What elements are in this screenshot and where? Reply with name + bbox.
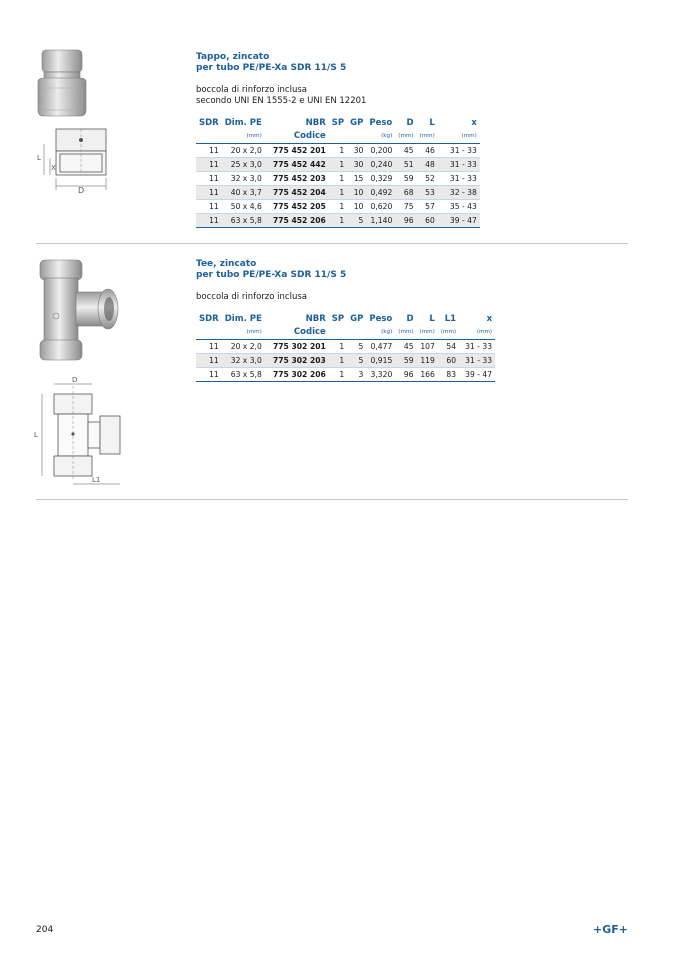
cell: 1 bbox=[329, 186, 347, 200]
header-nbr bbox=[265, 118, 329, 129]
cell: 1,140 bbox=[366, 214, 395, 228]
unit-cell: (mm) bbox=[459, 325, 495, 340]
unit-cell: (mm) bbox=[222, 129, 265, 144]
cell: 5 bbox=[347, 340, 366, 354]
header-gp: GP bbox=[350, 118, 364, 128]
cell: 107 bbox=[417, 340, 438, 354]
cell: 48 bbox=[417, 158, 438, 172]
cell: 0,329 bbox=[366, 172, 395, 186]
cap-technical-drawing bbox=[34, 126, 114, 202]
cell: 32 x 3,0 bbox=[222, 172, 265, 186]
product-cap-section bbox=[196, 52, 480, 228]
header-x: x bbox=[471, 118, 477, 128]
cell: 166 bbox=[417, 368, 438, 382]
cell: 11 bbox=[196, 172, 222, 186]
table-row bbox=[196, 200, 480, 214]
cell: 83 bbox=[438, 368, 459, 382]
unit-cell: (mm) bbox=[438, 325, 459, 340]
header-codice-label: Codice bbox=[293, 130, 326, 141]
table-row bbox=[196, 354, 495, 368]
header-codice-label: Codice bbox=[293, 326, 326, 337]
table-row bbox=[196, 340, 495, 354]
header-x: x bbox=[486, 314, 493, 324]
cell: 63 x 5,8 bbox=[222, 214, 265, 228]
cell: 11 bbox=[196, 354, 222, 368]
header-sp: SP bbox=[331, 118, 345, 128]
cell: 20 x 2,0 bbox=[222, 144, 265, 158]
header-dim-pe: Dim. PE bbox=[224, 118, 262, 128]
gf-logo: +GF+ bbox=[593, 923, 628, 936]
cell: 1 bbox=[329, 214, 347, 228]
product-title-line2: per tubo PE/PE-Xa SDR 11/S 5 bbox=[196, 270, 347, 280]
product-cap-table bbox=[196, 118, 480, 228]
section-divider bbox=[36, 243, 628, 244]
table-row bbox=[196, 186, 480, 200]
cell: 53 bbox=[417, 186, 438, 200]
cell: 0,915 bbox=[366, 354, 395, 368]
cell: 39 - 47 bbox=[438, 214, 480, 228]
cell: 60 bbox=[417, 214, 438, 228]
cell: 96 bbox=[395, 214, 416, 228]
tee-drawing-label-d: D bbox=[72, 376, 78, 384]
header-sdr: SDR bbox=[199, 118, 219, 128]
cell: 3 bbox=[347, 368, 366, 382]
page-number: 204 bbox=[36, 925, 54, 935]
cell: 11 bbox=[196, 144, 222, 158]
cell: 11 bbox=[196, 200, 222, 214]
cell: 0,200 bbox=[366, 144, 395, 158]
cell: 32 - 38 bbox=[438, 186, 480, 200]
cell: 10 bbox=[347, 200, 366, 214]
unit-cell: (mm) bbox=[438, 129, 480, 144]
cell-code: 775 452 201 bbox=[265, 144, 329, 158]
cell: 31 - 33 bbox=[438, 158, 480, 172]
cell: 68 bbox=[395, 186, 416, 200]
cell: 31 - 33 bbox=[438, 144, 480, 158]
drawing-label-x: X bbox=[51, 164, 56, 172]
product-description bbox=[196, 292, 495, 303]
cell: 1 bbox=[329, 158, 347, 172]
cell: 0,477 bbox=[366, 340, 395, 354]
cell: 30 bbox=[347, 158, 366, 172]
cell: 11 bbox=[196, 368, 222, 382]
tee-drawing-label-l1: L1 bbox=[92, 476, 101, 484]
drawing-label-d: D bbox=[78, 186, 85, 195]
cell: 31 - 33 bbox=[438, 172, 480, 186]
cell: 57 bbox=[417, 200, 438, 214]
cell: 11 bbox=[196, 214, 222, 228]
cell: 59 bbox=[395, 354, 416, 368]
cell: 11 bbox=[196, 186, 222, 200]
product-tee-table bbox=[196, 314, 495, 382]
cell: 1 bbox=[329, 200, 347, 214]
unit-cell: (kg) bbox=[366, 325, 395, 340]
cell: 1 bbox=[329, 172, 347, 186]
cell-code: 775 452 205 bbox=[265, 200, 329, 214]
cell: 1 bbox=[329, 340, 347, 354]
cell: 40 x 3,7 bbox=[222, 186, 265, 200]
header-peso: Peso bbox=[369, 314, 393, 324]
unit-cell: (mm) bbox=[395, 325, 416, 340]
header-nbr-label: NBR bbox=[305, 118, 326, 128]
table-row bbox=[196, 368, 495, 382]
cell: 32 x 3,0 bbox=[222, 354, 265, 368]
table-row bbox=[196, 214, 480, 228]
product-desc-line2: secondo UNI EN 1555-2 e UNI EN 12201 bbox=[196, 96, 367, 106]
cell: 31 - 33 bbox=[459, 340, 495, 354]
header-nbr-label: NBR bbox=[305, 314, 326, 324]
cell: 15 bbox=[347, 172, 366, 186]
cell: 63 x 5,8 bbox=[222, 368, 265, 382]
product-desc-line1: boccola di rinforzo inclusa bbox=[196, 85, 307, 95]
unit-cell bbox=[347, 325, 366, 340]
cell-code: 775 452 204 bbox=[265, 186, 329, 200]
unit-cell bbox=[196, 325, 222, 340]
unit-cell-codice bbox=[265, 129, 329, 144]
unit-cell bbox=[329, 325, 347, 340]
header-dim-pe: Dim. PE bbox=[224, 314, 262, 324]
cell: 96 bbox=[395, 368, 416, 382]
cell: 45 bbox=[395, 340, 416, 354]
product-title-line2: per tubo PE/PE-Xa SDR 11/S 5 bbox=[196, 63, 347, 73]
cell: 35 - 43 bbox=[438, 200, 480, 214]
header-l1: L1 bbox=[444, 314, 457, 324]
cell-code: 775 452 206 bbox=[265, 214, 329, 228]
cell: 5 bbox=[347, 214, 366, 228]
cell: 51 bbox=[395, 158, 416, 172]
cell: 30 bbox=[347, 144, 366, 158]
header-nbr bbox=[265, 314, 329, 325]
product-title-line1: Tappo, zincato bbox=[196, 52, 270, 62]
cell: 1 bbox=[329, 354, 347, 368]
cell: 11 bbox=[196, 158, 222, 172]
tee-technical-drawing bbox=[34, 376, 134, 490]
unit-cell: (mm) bbox=[222, 325, 265, 340]
cell: 0,240 bbox=[366, 158, 395, 172]
cell: 11 bbox=[196, 340, 222, 354]
tee-drawing-label-l: L bbox=[34, 431, 38, 439]
cell: 25 x 3,0 bbox=[222, 158, 265, 172]
cap-product-photo bbox=[36, 48, 88, 122]
cell-code: 775 452 203 bbox=[265, 172, 329, 186]
cell: 50 x 4,6 bbox=[222, 200, 265, 214]
table-row bbox=[196, 172, 480, 186]
product-desc-line1: boccola di rinforzo inclusa bbox=[196, 292, 307, 302]
cell: 60 bbox=[438, 354, 459, 368]
cell: 119 bbox=[417, 354, 438, 368]
unit-cell: (kg) bbox=[366, 129, 395, 144]
cell: 46 bbox=[417, 144, 438, 158]
cell: 39 - 47 bbox=[459, 368, 495, 382]
product-title bbox=[196, 259, 495, 281]
unit-cell: (mm) bbox=[395, 129, 416, 144]
tee-product-photo bbox=[36, 258, 122, 368]
cell: 75 bbox=[395, 200, 416, 214]
table-row bbox=[196, 158, 480, 172]
header-gp: GP bbox=[350, 314, 364, 324]
drawing-label-l: L bbox=[37, 154, 41, 162]
header-l: L bbox=[429, 118, 435, 128]
cell-code: 775 302 203 bbox=[265, 354, 329, 368]
unit-cell-codice bbox=[265, 325, 329, 340]
cell: 52 bbox=[417, 172, 438, 186]
cell: 3,320 bbox=[366, 368, 395, 382]
header-peso: Peso bbox=[369, 118, 393, 128]
cell: 59 bbox=[395, 172, 416, 186]
cell: 20 x 2,0 bbox=[222, 340, 265, 354]
table-row bbox=[196, 144, 480, 158]
product-title-line1: Tee, zincato bbox=[196, 259, 257, 269]
header-l: L bbox=[429, 314, 435, 324]
unit-cell bbox=[329, 129, 347, 144]
unit-cell: (mm) bbox=[417, 325, 438, 340]
header-sdr: SDR bbox=[199, 314, 219, 324]
cell: 10 bbox=[347, 186, 366, 200]
header-d: D bbox=[406, 314, 414, 324]
product-tee-section bbox=[196, 259, 495, 382]
header-sp: SP bbox=[331, 314, 345, 324]
unit-cell bbox=[196, 129, 222, 144]
unit-cell bbox=[347, 129, 366, 144]
cell-code: 775 302 201 bbox=[265, 340, 329, 354]
product-title bbox=[196, 52, 480, 74]
header-d: D bbox=[406, 118, 414, 128]
cell: 31 - 33 bbox=[459, 354, 495, 368]
cell: 5 bbox=[347, 354, 366, 368]
cell: 1 bbox=[329, 144, 347, 158]
cell: 0,620 bbox=[366, 200, 395, 214]
cell-code: 775 302 206 bbox=[265, 368, 329, 382]
unit-cell: (mm) bbox=[417, 129, 438, 144]
cell-code: 775 452 442 bbox=[265, 158, 329, 172]
cell: 45 bbox=[395, 144, 416, 158]
cell: 1 bbox=[329, 368, 347, 382]
cell: 0,492 bbox=[366, 186, 395, 200]
section-divider bbox=[36, 499, 628, 500]
cell: 54 bbox=[438, 340, 459, 354]
product-description bbox=[196, 85, 480, 107]
